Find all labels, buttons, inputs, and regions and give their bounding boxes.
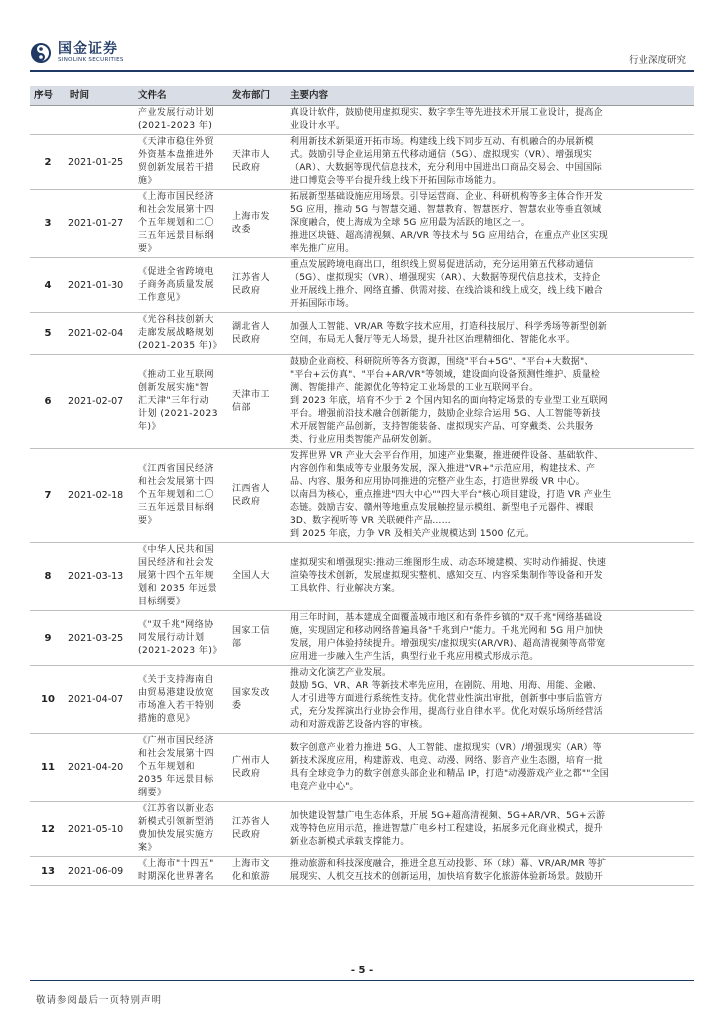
issuing-department (228, 666, 286, 734)
issuing-department (228, 543, 286, 611)
document-title-line: 由贸易港建设放宽 (138, 687, 215, 698)
document-title-line: 创新发展实施"智 (138, 383, 210, 393)
issuing-department (228, 106, 286, 135)
page-header (0, 0, 724, 72)
main-content-line: 平台。增强前沿技术融合创新能力，鼓励企业综合运用 5G、人工智能等新技 (290, 409, 601, 419)
main-content (286, 106, 694, 135)
document-title (134, 666, 228, 734)
main-content-line: 利用新技术新渠道开拓市场。构建线上线下同步互动、有机融合的办展新模 (290, 137, 594, 147)
main-content-line: 内容创作和集成等专业服务发展，深入推进"VR+"示范应用，构建技术、产 (290, 464, 596, 474)
column-header-dept: 发布部门 (228, 86, 286, 106)
table-row (30, 611, 694, 666)
main-content-line: 到 2023 年底，培育不少于 2 个国内知名的面向特定场景的专业型工业互联网 (290, 396, 608, 406)
row-number: 12 (30, 802, 66, 857)
issuing-department-line: 天津市人 (232, 150, 271, 160)
row-number: 9 (30, 611, 66, 666)
row-date: 2021-06-09 (66, 857, 134, 886)
issuing-department (228, 355, 286, 449)
main-content-line: 开拓国际市场。 (290, 299, 355, 309)
main-content-line: 具有全球竞争力的数字创意头部企业和精品 IP，打造"动漫游戏产业之都""全国 (290, 768, 609, 779)
table-header-row (30, 86, 694, 106)
row-date: 2021-02-18 (66, 449, 134, 543)
document-title-line: 国民经济和社会发 (138, 558, 215, 568)
row-number: 10 (30, 666, 66, 734)
document-title-line: (2021-2035 年)》 (138, 341, 222, 351)
main-content-line: 推动文化演艺产业发展。 (290, 668, 392, 678)
main-content-line: 测、智能排产、能源优化等特定工业场景的工业互联网平台。 (290, 383, 539, 393)
document-title-line: 《江西省国民经济 (138, 464, 215, 474)
table-row (30, 543, 694, 611)
document-title-line: 市场准入若干特别 (138, 700, 215, 711)
document-title-line: 《江苏省以新业态 (138, 804, 215, 814)
document-title-line: 展第十四个五年规 (138, 571, 215, 581)
main-content-line: 到 2025 年底，力争 VR 及相关产业规模达到 1500 亿元。 (290, 529, 535, 539)
main-content-line: 真设计软件，鼓励使用虚拟现实、数字孪生等先进技术开展工业设计，提高企 (290, 108, 603, 118)
table-row (30, 190, 694, 258)
issuing-department (228, 449, 286, 543)
document-title-line: (2021-2023 年)》 (138, 645, 222, 656)
main-content-line: 加强人工智能、VR/AR 等数字技术应用，打造科技展厅、科学秀场等新型创新 (290, 321, 608, 332)
issuing-department-line: 江苏省人 (232, 273, 271, 283)
table-row (30, 449, 694, 543)
document-title-line: 《推动工业互联网 (138, 370, 215, 380)
document-title (134, 611, 228, 666)
issuing-department-line: 民政府 (232, 163, 261, 173)
brand-logo (30, 42, 124, 64)
issuing-department-line: 湖北省人 (232, 321, 271, 332)
document-title-line: 2035 年远景目标 (138, 775, 214, 785)
main-content-line: 渲染等技术创新，发展虚拟现实整机、感知交互、内容采集制作等设备和开发 (290, 571, 603, 581)
issuing-department-line: 国家工信 (232, 626, 271, 636)
main-content-line: 用三年时间，基本建成全面覆盖城市地区和有条件乡镇的"双千兆"网络基础设 (290, 613, 603, 623)
column-header-doc: 文件名 (134, 86, 228, 106)
issuing-department-line: 改委 (232, 224, 252, 235)
document-title-line: 《光谷科技创新大 (138, 315, 215, 325)
main-content-line: 加快建设智慧广电生态体系，开展 5G+超高清视频、5G+AR/VR、5G+云游 (290, 810, 606, 821)
issuing-department-line: 化和旅游 (232, 872, 271, 882)
document-title-line: 子商务高质量发展 (138, 279, 215, 290)
main-content-line: 3D、数字视听等 VR 关联硬件产品…… (290, 516, 451, 526)
document-type: 行业深度研究 (628, 55, 686, 66)
header-divider (30, 70, 694, 72)
row-date: 2021-02-04 (66, 313, 134, 355)
main-content-line: 态链。鼓励吉安、赣州等地重点发展触控显示模组、新型电子元器件、裸眼 (290, 503, 594, 513)
row-date: 2021-01-25 (66, 135, 134, 190)
table-row (30, 106, 694, 135)
row-date: 2021-01-27 (66, 190, 134, 258)
main-content-line: 鼓励企业商校、科研院所等各方资源，围绕"平台+5G"、"平台+大数据"、 (290, 357, 594, 367)
document-title-line: 要》 (138, 244, 158, 254)
table-row (30, 313, 694, 355)
table-body (30, 106, 694, 886)
row-number: 13 (30, 857, 66, 886)
issuing-department (228, 135, 286, 190)
document-title-line: 《上海市"十四五" (138, 859, 214, 869)
table-row (30, 734, 694, 802)
document-title (134, 734, 228, 802)
main-content-line: 发展，用户体验持续提升。增强现实/虚拟现实(AR/VR)、超高清视频等高带宽 (290, 639, 606, 649)
main-content-line: 空间，布局无人餐厅等无人场景，提升社区治理精细化、智能化水平。 (290, 334, 576, 345)
row-number: 4 (30, 258, 66, 313)
main-content-line: 虚拟现实和增强现实:推动三维图形生成、动态环境建模、实时动作捕捉、快速 (290, 558, 607, 568)
issuing-department (228, 802, 286, 857)
row-date: 2021-02-07 (66, 355, 134, 449)
issuing-department (228, 734, 286, 802)
document-title (134, 857, 228, 886)
main-content-line: 鼓励 5G、VR、AR 等新技术率先应用，在剧院、用地、用海、用能、金融、 (290, 681, 602, 691)
main-content-line: 工具软件、行业解决方案。 (290, 584, 401, 594)
table-row (30, 355, 694, 449)
issuing-department (228, 611, 286, 666)
document-title (134, 135, 228, 190)
table-row (30, 258, 694, 313)
row-date: 2021-04-20 (66, 734, 134, 802)
table-row (30, 857, 694, 886)
main-content-line: "平台+云仿真"、"平台+AR/VR"等领域，建设面向设备预测性维护、质量检 (290, 370, 601, 380)
table-row (30, 666, 694, 734)
main-content (286, 258, 694, 313)
main-content-line: 人才引进等方面进行系统性支持。优化营业性演出审批，创新事中事后监管方 (290, 694, 603, 704)
main-content-line: 业开展线上推介、网络直播、供需对接、在线洽谈和线上成交，线上线下融合 (290, 286, 603, 296)
main-content (286, 449, 694, 543)
main-content-line: 发挥世界 VR 产业大会平台作用，加速产业集聚，推进硬件设备、基础软件、 (290, 451, 604, 461)
main-content-line: 以南昌为核心，重点推进"四大中心""四大平台"核心项目建设，打造 VR 产业生 (290, 490, 612, 500)
main-content-line: 式，充分发挥演出行业协会作用，提高行业自律水平。优化对娱乐场所经营活 (290, 707, 603, 717)
main-content-line: 应用进一步融入生产生活，典型行业千兆应用模式形成示范。 (290, 652, 539, 662)
issuing-department (228, 857, 286, 886)
document-title (134, 190, 228, 258)
document-title-line: 三五年远景目标纲 (138, 503, 215, 513)
main-content-line: （AR）、大数据等现代信息技术，充分利用中国进出口商品交易会、中国国际 (290, 163, 602, 173)
column-header-no: 序号 (30, 86, 66, 106)
issuing-department-line: 信部 (232, 402, 252, 413)
document-title-line: 汇天津"三年行动 (138, 396, 210, 406)
document-title (134, 543, 228, 611)
main-content (286, 802, 694, 857)
issuing-department-line: 全国人大 (232, 571, 271, 581)
document-title-line: 三五年远景目标纲 (138, 231, 215, 241)
main-content (286, 355, 694, 449)
issuing-department-line: 部 (232, 639, 242, 649)
main-content-line: 施，实现固定和移动网络普遍具备"千兆到户"能力。千兆光网和 5G 用户加快 (290, 626, 604, 636)
main-content-line: 重点发展跨境电商出口，组织线上贸易促进活动，充分运用第五代移动通信 (290, 260, 594, 270)
row-number: 5 (30, 313, 66, 355)
document-title-line: 个五年规划和 (138, 762, 196, 772)
row-number: 8 (30, 543, 66, 611)
main-content-line: 品、内容、服务和应用协同推进的完整产业生态，打造世界级 VR 中心。 (290, 477, 585, 487)
issuing-department-line: 委 (232, 700, 242, 711)
main-content-line: 数字创意产业着力推进 5G、人工智能、虚拟现实（VR）/增强现实（AR）等 (290, 742, 602, 753)
document-title-line: 《关于支持海南自 (138, 674, 215, 685)
document-title-line: 《天津市稳住外贸 (138, 137, 215, 147)
document-title-line: 工作意见》 (138, 292, 186, 303)
main-content-line: 推动旅游和科技深度融合，推进全息互动投影、环（球）幕、VR/AR/MR 等扩 (290, 859, 607, 869)
document-title-line: 费加快发展实施方 (138, 830, 215, 840)
issuing-department-line: 民政府 (232, 286, 261, 296)
document-title-line: 《促进全省跨境电 (138, 266, 215, 277)
main-content-line: 电竞产业中心"。 (290, 781, 359, 792)
disclaimer-note: 敬请参阅最后一页特别声明 (36, 995, 163, 1006)
issuing-department-line: 上海市文 (232, 859, 271, 869)
main-content-line: （5G）、虚拟现实（VR）、增强现实（AR）、大数据等现代信息技术，支持企 (290, 273, 601, 283)
issuing-department-line: 国家发改 (232, 687, 271, 698)
row-date (66, 106, 134, 135)
main-content (286, 313, 694, 355)
document-title-line: 纲要》 (138, 788, 167, 798)
row-number (30, 106, 66, 135)
main-content (286, 666, 694, 734)
document-title-line: 《中华人民共和国 (138, 545, 215, 555)
row-date: 2021-03-25 (66, 611, 134, 666)
issuing-department-line: 上海市发 (232, 211, 271, 222)
main-content-line: 5G 应用，推动 5G 与智慧交通、智慧教育、智慧医疗、智慧农业等垂直领域 (290, 205, 602, 215)
document-title-line: (2021-2023 年) (138, 121, 213, 131)
document-title-line: 时期深化世界著名 (138, 872, 215, 882)
document-title (134, 802, 228, 857)
brand-name-en: SINOLINK SECURITIES (58, 57, 124, 64)
document-title (134, 449, 228, 543)
main-content-line: 率先推广应用。 (290, 244, 355, 254)
row-date: 2021-04-07 (66, 666, 134, 734)
document-title-line: 《广州市国民经济 (138, 736, 215, 746)
row-date: 2021-03-13 (66, 543, 134, 611)
main-content (286, 734, 694, 802)
document-title-line: 个五年规划和二〇 (138, 490, 215, 500)
main-content (286, 190, 694, 258)
document-title-line: 和社会发展第十四 (138, 205, 215, 215)
main-content-line: 展现实、人机交互技术的创新运用，加快培育数字化旅游体验新场景。鼓励开 (290, 872, 603, 882)
document-title-line: 目标纲要》 (138, 597, 186, 607)
row-number: 2 (30, 135, 66, 190)
issuing-department-line: 民政府 (232, 768, 261, 779)
main-content-line: 业设计水平。 (290, 121, 346, 131)
document-title-line: 《上海市国民经济 (138, 192, 215, 202)
table-row (30, 802, 694, 857)
document-title-line: 同发展行动计划 (138, 632, 205, 643)
document-title (134, 313, 228, 355)
main-content-line: 进口博览会等平台提升线上线下开拓国际市场能力。 (290, 176, 502, 186)
column-header-content: 主要内容 (286, 86, 694, 106)
document-title-line: 措施的意见》 (138, 713, 196, 724)
main-content (286, 135, 694, 190)
issuing-department-line: 天津市工 (232, 389, 271, 400)
issuing-department-line: 广州市人 (232, 755, 271, 766)
brand-name-cn: 国金证券 (58, 41, 118, 58)
main-content-line: 戏等特色应用示范，推进智慧广电乡村工程建设，拓展多元化商业模式，提升 (290, 823, 603, 834)
issuing-department-line: 民政府 (232, 334, 261, 345)
document-title-line: 施》 (138, 176, 158, 186)
document-title-line: 贸创新发展若干措 (138, 163, 215, 173)
logo-icon (30, 42, 52, 64)
document-title (134, 258, 228, 313)
main-content-line: 式。鼓励引导企业运用第五代移动通信（5G）、虚拟现实（VR）、增强现实 (290, 150, 593, 160)
issuing-department-line: 江苏省人 (232, 817, 271, 827)
table-row (30, 135, 694, 190)
row-number: 6 (30, 355, 66, 449)
column-header-time: 时间 (66, 86, 134, 106)
issuing-department (228, 190, 286, 258)
document-title (134, 355, 228, 449)
document-title-line: 划和 2035 年远景 (138, 584, 218, 594)
main-content (286, 543, 694, 611)
main-content-line: 新技术深度应用，构建游戏、电竞、动漫、网络、影音产业生态圈，培育一批 (290, 755, 603, 766)
issuing-department-line: 江西省人 (232, 483, 271, 494)
row-date: 2021-01-30 (66, 258, 134, 313)
page-number: - 5 - (350, 965, 374, 976)
document-title (134, 106, 228, 135)
main-content (286, 857, 694, 886)
document-title-line: 个五年规划和二〇 (138, 218, 215, 228)
document-title-line: 和社会发展第十四 (138, 477, 215, 487)
main-content-line: 拓展新型基础设施应用场景。引导运营商、企业、科研机构等多主体合作开发 (290, 192, 603, 202)
main-content-line: 动和对游戏游艺设备内容的审核。 (290, 720, 429, 730)
document-title-line: 要》 (138, 516, 158, 526)
main-content-line: 术开展智能产品创新，支持智能装备、虚拟现实产品、可穿戴类、公共服务 (290, 422, 594, 432)
document-title-line: 走廊发展战略规划 (138, 328, 215, 338)
row-number: 7 (30, 449, 66, 543)
document-title-line: 产业发展行动计划 (138, 108, 215, 118)
main-content-line: 推进区块链、超高清视频、AR/VR 等技术与 5G 应用结合，在重点产业区实现 (290, 231, 608, 241)
row-date: 2021-05-10 (66, 802, 134, 857)
document-title-line: 案》 (138, 843, 158, 853)
footer-divider (30, 980, 694, 981)
issuing-department-line: 民政府 (232, 830, 261, 840)
issuing-department (228, 313, 286, 355)
main-content (286, 611, 694, 666)
row-number: 11 (30, 734, 66, 802)
main-content-line: 新业态新模式承载支撑能力。 (290, 836, 410, 847)
row-number: 3 (30, 190, 66, 258)
policy-table (30, 86, 694, 886)
main-content-line: 深度融合，使上海成为全球 5G 应用最为活跃的地区之一。 (290, 218, 531, 228)
issuing-department (228, 258, 286, 313)
document-title-line: 年)》 (138, 422, 162, 432)
document-title-line: 计划 (2021-2023 (138, 409, 218, 419)
document-title-line: 《"双千兆"网络协 (138, 619, 214, 630)
document-title-line: 和社会发展第十四 (138, 749, 215, 759)
document-title-line: 外资基本盘推进外 (138, 150, 215, 160)
document-title-line: 新模式引领新型消 (138, 817, 215, 827)
issuing-department-line: 民政府 (232, 496, 261, 507)
main-content-line: 类、行业应用类智能产品研发创新。 (290, 435, 438, 445)
